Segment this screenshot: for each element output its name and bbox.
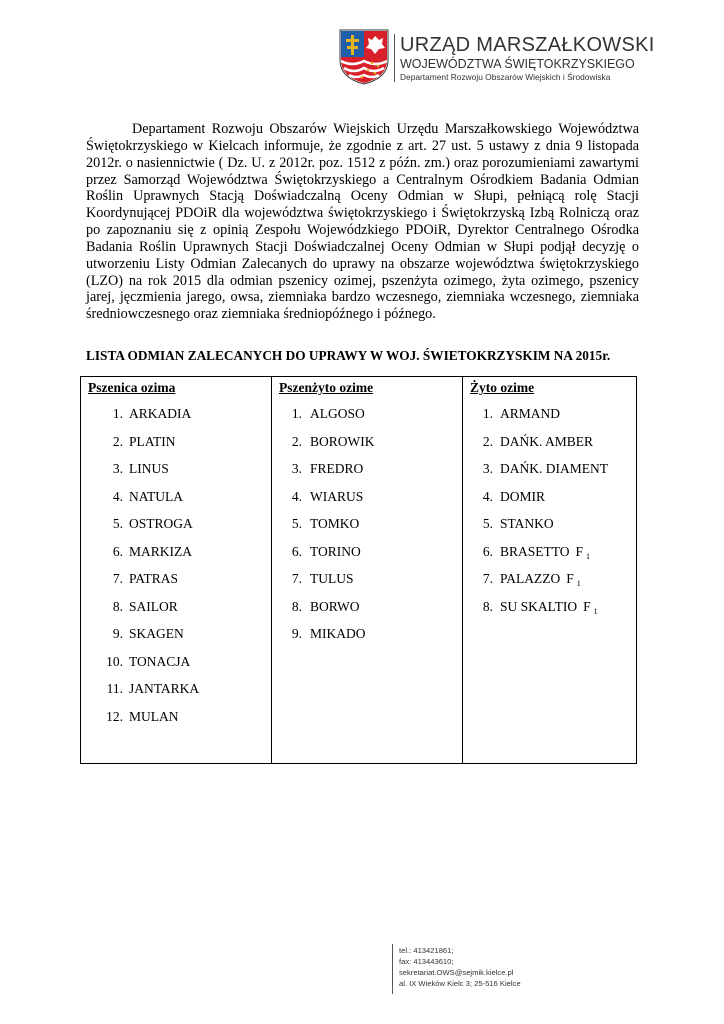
- org-name: URZĄD MARSZAŁKOWSKI: [400, 34, 655, 56]
- column-pszenica-ozima: [81, 377, 271, 763]
- column-zyto-ozime: [462, 377, 636, 763]
- variety-name: [310, 516, 359, 532]
- list-title: LISTA ODMIAN ZALECANYCH DO UPRAWY W WOJ. ŚWIETOKRZYSKIM NA 2015r.: [86, 348, 611, 363]
- variety-name: [310, 626, 366, 642]
- variety-name-text: DAŃK. DIAMENT: [500, 461, 608, 476]
- footer-text: [399, 945, 521, 989]
- item-number: 9.: [291, 626, 302, 641]
- variety-name: [129, 599, 178, 615]
- variety-name: [129, 709, 179, 725]
- item-number: 3.: [482, 461, 493, 476]
- column-header: Żyto ozime: [470, 380, 535, 395]
- hybrid-marker-subscript: 1: [586, 551, 591, 561]
- variety-name-text: PLATIN: [129, 433, 176, 449]
- variety-name: [129, 681, 199, 697]
- variety-name: [500, 544, 590, 565]
- variety-name-text: PALAZZO: [500, 571, 561, 586]
- variety-name: [500, 461, 608, 477]
- varieties-table: [80, 376, 637, 764]
- variety-name: [129, 461, 169, 477]
- variety-name-text: SAILOR: [129, 598, 178, 614]
- variety-name-text: FREDRO: [310, 461, 364, 476]
- variety-name-text: TULUS: [310, 571, 354, 586]
- department-name: Departament Rozwoju Obszarów Wiejskich i Środowiska: [400, 72, 611, 82]
- item-number: 2.: [291, 433, 302, 449]
- item-number: 1.: [112, 406, 123, 421]
- item-number: 7.: [112, 571, 123, 586]
- variety-name-text: DAŃK. AMBER: [500, 433, 594, 449]
- variety-name-text: WIARUS: [310, 488, 364, 504]
- variety-name: [500, 516, 554, 532]
- item-number: 8.: [482, 598, 493, 614]
- item-number: 12.: [106, 708, 123, 724]
- header-divider: [394, 34, 395, 82]
- variety-name: [500, 434, 593, 450]
- intro-paragraph: [86, 121, 639, 323]
- variety-name-text: JANTARKA: [129, 681, 200, 696]
- variety-name-text: MULAN: [129, 708, 179, 724]
- variety-name-text: STANKO: [500, 516, 554, 531]
- variety-name-text: SU SKALTIO: [500, 598, 578, 614]
- item-number: 5.: [112, 516, 123, 531]
- item-number: 11.: [106, 681, 123, 696]
- variety-name: [129, 654, 190, 670]
- item-number: 4.: [112, 488, 123, 504]
- variety-name: [129, 406, 191, 422]
- footer-fax: fax: 413443610;: [399, 957, 454, 966]
- item-number: 7.: [482, 571, 493, 586]
- variety-name-text: BOROWIK: [310, 433, 375, 449]
- variety-name: [310, 406, 365, 422]
- coat-of-arms-icon: [338, 28, 390, 86]
- variety-name-text: TOMKO: [310, 516, 360, 531]
- item-number: 2.: [482, 433, 493, 449]
- variety-name: [500, 599, 598, 620]
- variety-name-text: BORWO: [310, 598, 360, 614]
- item-number: 8.: [291, 598, 302, 614]
- item-number: 5.: [291, 516, 302, 531]
- variety-name: [310, 461, 363, 477]
- footer-phone: tel.: 413421861;: [399, 946, 454, 955]
- variety-name: [129, 571, 178, 587]
- variety-name: [129, 626, 184, 642]
- variety-name-text: PATRAS: [129, 571, 179, 586]
- variety-name-text: LINUS: [129, 461, 169, 476]
- item-number: 6.: [482, 543, 493, 559]
- variety-name-text: NATULA: [129, 488, 183, 504]
- item-number: 3.: [291, 461, 302, 476]
- item-number: 6.: [291, 543, 302, 559]
- variety-name-text: ARMAND: [500, 406, 561, 421]
- variety-name: [310, 489, 363, 505]
- variety-name-text: ALGOSO: [310, 406, 365, 421]
- intro-text: Departament Rozwoju Obszarów Wiejskich Urzędu Marszałkowskiego Województwa Świętokrzyskiego w Kielcach informuje, że zgodnie z art. 27 ust. 5 ustawy z dnia 9 listopada 2012r. o nasiennictwie ( Dz. U. z 2012r. poz. 1512 z późn. zm.) oraz porozumieniami zawartymi przez Samorząd Województwa Świętokrzyskiego a Centralnym Ośrodkiem Badania Odmian Roślin Uprawnych Stacją Doświadczalną Oceny Odmian w Słupi, pełniącą rolę Stacji Koordynującej PDOiR dla województwa świętokrzyskiego i Świętokrzyską Izbą Rolniczą oraz po zapoznaniu się z opinią Zespołu Wojewódzkiego PDOiR, Dyrektor Centralnego Ośrodka Badania Roślin Uprawnych Stacji Doświadczalnej Oceny Odmian w Słupi podjął decyzję o utworzeniu Listy Odmian Zalecanych do uprawy na obszarze województwa świętokrzyskiego (LZO) na rok 2015 dla odmian pszenicy ozimej, pszenżyta ozimego, żyta ozimego, pszenicy jarej, jęczmienia jarego, owsa, ziemniaka bardzo wczesnego, ziemniaka wczesnego, ziemniaka średniowczesnego oraz ziemniaka średniopóźnego i późnego.: [86, 121, 639, 323]
- item-number: 1.: [291, 406, 302, 421]
- variety-name: [129, 434, 176, 450]
- item-number: 5.: [482, 516, 493, 531]
- column-pszenzyto-ozime: [271, 377, 462, 763]
- item-number: 3.: [112, 461, 123, 476]
- hybrid-marker: [583, 599, 598, 620]
- column-header: Pszenżyto ozime: [279, 380, 374, 395]
- footer-contact: [392, 944, 592, 999]
- item-number: 7.: [291, 571, 302, 586]
- variety-name-text: TORINO: [310, 543, 361, 559]
- hybrid-marker-letter: F: [575, 543, 584, 559]
- hybrid-marker: [566, 571, 581, 592]
- item-number: 2.: [112, 433, 123, 449]
- item-number: 8.: [112, 598, 123, 614]
- variety-name: [310, 434, 375, 450]
- variety-name: [129, 516, 193, 532]
- variety-name-text: MARKIZA: [129, 543, 192, 559]
- variety-name: [500, 406, 560, 422]
- variety-name: [310, 599, 360, 615]
- item-number: 1.: [482, 406, 493, 421]
- hybrid-marker-subscript: 1: [576, 579, 581, 588]
- item-number: 9.: [112, 626, 123, 641]
- letterhead: [338, 28, 655, 88]
- variety-name-text: BRASETTO: [500, 543, 570, 559]
- hybrid-marker: [576, 544, 591, 565]
- variety-name: [310, 544, 361, 560]
- variety-name-text: DOMIR: [500, 488, 546, 504]
- variety-name: [129, 489, 183, 505]
- variety-name-text: ARKADIA: [129, 406, 192, 421]
- footer-divider: [392, 944, 393, 994]
- variety-name-text: MIKADO: [310, 626, 366, 641]
- variety-name: [500, 571, 581, 592]
- hybrid-marker-subscript: 1: [593, 606, 598, 616]
- hybrid-marker-letter: F: [566, 571, 574, 586]
- variety-name-text: TONACJA: [129, 653, 191, 669]
- variety-name: [310, 571, 354, 587]
- footer-email[interactable]: sekretariat.OWS@sejmik.kielce.pl: [399, 968, 514, 977]
- item-number: 4.: [482, 488, 493, 504]
- org-subtitle: WOJEWÓDZTWA ŚWIĘTOKRZYSKIEGO: [400, 57, 635, 71]
- variety-name: [129, 544, 192, 560]
- column-header: Pszenica ozima: [88, 380, 176, 395]
- hybrid-marker-letter: F: [583, 598, 591, 614]
- variety-name-text: OSTROGA: [129, 516, 193, 531]
- item-number: 10.: [106, 653, 123, 669]
- item-number: 6.: [112, 543, 123, 559]
- variety-name-text: SKAGEN: [129, 626, 184, 641]
- item-number: 4.: [291, 488, 302, 504]
- footer-address: al. IX Wieków Kielc 3; 25-516 Kielce: [399, 979, 521, 988]
- variety-name: [500, 489, 545, 505]
